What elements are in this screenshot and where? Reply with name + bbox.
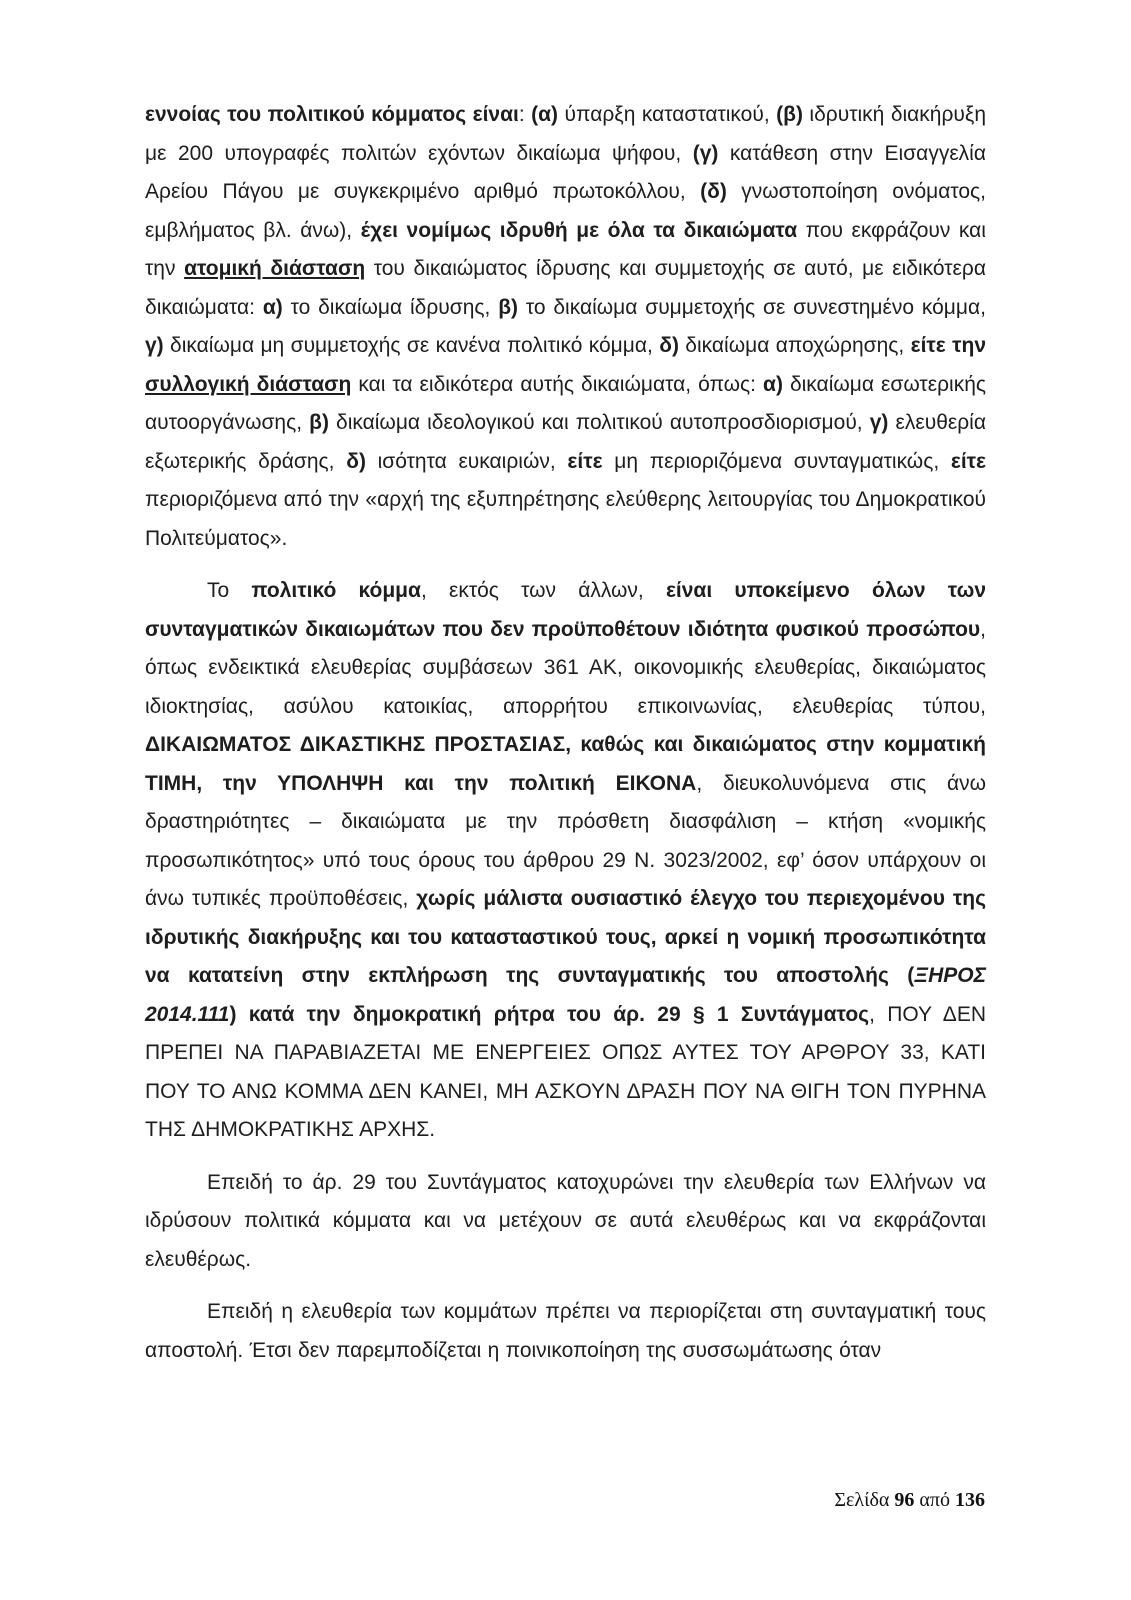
text-run: : [518,103,532,126]
text-run: ελευθερία εξωτερικής δράσης, [145,411,986,473]
text-run: ατομική διάσταση [184,257,366,280]
text-run: περιοριζόμενα από την «αρχή της εξυπηρέτησης ελεύθερης λειτουργίας του Δημοκρατικού Πολιτεύματος». [145,488,986,550]
footer-page-number: 96 [894,1489,915,1511]
text-run: χωρίς μάλιστα ουσιαστικό έλεγχο του περιεχομένου της ιδρυτικής διακήρυξης και του κατασταστικού τους, αρκεί η νομική προσωπικότητα να κατατείνη στην εκπλήρωση της συνταγματικής του αποστολής ( [145,887,986,987]
text-run: έχει νομίμως ιδρυθή με όλα τα δικαιώματα [360,218,798,242]
text-run: γ) [145,334,164,357]
text-run: Επειδή η ελευθερία των κομμάτων πρέπει να περιορίζεται στη συνταγματική τους αποστολή. Έτσι δεν παρεμποδίζεται η ποινικοποίηση της συσσωμάτωσης όταν [145,1300,986,1362]
text-run: α) [763,372,783,396]
text-run: β) [309,411,329,434]
paragraph [145,572,986,1150]
page-footer [834,1489,985,1512]
text-run: (β) [776,103,803,126]
text-run: (δ) [700,180,727,203]
text-run: που εκφράζουν και την [145,218,986,280]
text-run: συλλογική διάσταση [145,372,352,396]
text-run: ιδρυτική διακήρυξη με 200 υπογραφές πολιτών εχόντων δικαίωμα ψήφου, [145,103,986,165]
text-run: , ΠΟΥ ΔΕΝ ΠΡΕΠΕΙ ΝΑ ΠΑΡΑΒΙΑΖΕΤΑΙ ΜΕ ΕΝΕΡΓΕΙΕΣ ΟΠΩΣ ΑΥΤΕΣ ΤΟΥ ΑΡΘΡΟΥ 33, ΚΑΤΙ ΠΟΥ ΤΟ ΑΝΩ ΚΟΜΜΑ ΔΕΝ ΚΑΝΕΙ, ΜΗ ΑΣΚΟΥΝ ΔΡΑΣΗ ΠΟΥ ΝΑ ΘΙΓΗ ΤΟΝ ΠΥΡΗΝΑ ΤΗΣ ΔΗΜΟΚΡΑΤΙΚΗΣ ΑΡΧΗΣ. [145,1002,986,1141]
text-run: , διευκολυνόμενα στις άνω δραστηριότητες – δικαιώματα με την πρόσθετη διασφάλιση – κτήση «νομικής προσωπικότητος» υπό τους όρους του άρθρου 29 Ν. 3023/2002, εφ’ όσον υπάρχουν οι άνω τυπικές προϋποθέσεις, [145,771,987,910]
text-run: δ) [346,449,366,473]
text-run: , όπως ενδεικτικά ελευθερίας συμβάσεων 361 ΑΚ, οικονομικής ελευθερίας, δικαιώματος ιδιοκτησίας, ασύλου κατοικίας, απορρήτου επικοινωνίας, ελευθερίας τύπου, [145,617,986,718]
paragraph [145,1293,986,1370]
text-run: δικαίωμα αποχώρησης, [678,334,911,357]
footer-page-label: Σελίδα [834,1489,895,1511]
text-run: ) κατά την δημοκρατική ρήτρα του άρ. 29 § 1 Συντάγματος [229,1002,870,1026]
text-run: δικαίωμα ιδεολογικού και πολιτικού αυτοπροσδιορισμού, [328,411,870,434]
text-run: είτε [950,449,986,473]
text-run: το δικαίωμα ίδρυσης, [282,295,499,319]
document-body [145,96,986,1384]
text-run: β) [498,295,519,319]
text-run: δικαίωμα μη συμμετοχής σε κανένα πολιτικό κόμμα, [163,334,660,357]
text-run: ΔΙΚΑΙΩΜΑΤΟΣ ΔΙΚΑΣΤΙΚΗΣ ΠΡΟΣΤΑΣΙΑΣ, καθώς και δικαιώματος στην κομματική ΤΙΜΗ, την ΥΠΟΛΗΨΗ και την πολιτική ΕΙΚΟΝΑ [145,733,986,795]
text-run: ΞΗΡΟΣ 2014.111 [145,964,986,1026]
text-run: μη περιοριζόμενα συνταγματικώς, [602,449,951,473]
text-run: γνωστοποίηση ονόματος, εμβλήματος βλ. άνω), [145,180,986,242]
text-run: είτε την [910,334,986,357]
text-run: κατάθεση στην Εισαγγελία Αρείου Πάγου με συγκεκριμένο αριθμό πρωτοκόλλου, [145,141,986,203]
text-run: και τα ειδικότερα αυτής δικαιώματα, όπως: [351,372,764,396]
text-run: γ) [869,411,889,434]
text-run: α) [262,295,283,319]
text-run: δικαίωμα εσωτερικής αυτοοργάνωσης, [145,372,986,434]
footer-total-pages: 136 [955,1489,985,1511]
text-run: ισότητα ευκαιριών, [365,449,568,473]
text-run: ύπαρξη καταστατικού, [558,103,777,126]
text-run: εννοίας του πολιτικού κόμματος είναι [145,103,519,126]
text-run: είναι υποκείμενο όλων των συνταγματικών δικαιωμάτων που δεν προϋποθέτουν ιδιότητα φυσικού προσώπου [145,579,987,641]
footer-of-label: από [914,1489,955,1511]
text-run: , εκτός των άλλων, [420,579,666,602]
text-run: δ) [659,334,679,357]
paragraph [145,1164,986,1280]
text-run: (α) [531,103,559,126]
text-run: Το [207,579,252,602]
text-run: το δικαίωμα συμμετοχής σε συνεστημένο κόμμα, [518,295,986,319]
text-run: (γ) [692,141,719,165]
text-run: του δικαιώματος ίδρυσης και συμμετοχής σε αυτό, με ειδικότερα δικαιώματα: [145,257,986,319]
text-run: πολιτικό κόμμα [251,579,421,602]
text-run: Επειδή το άρ. 29 του Συντάγματος κατοχυρώνει την ελευθερία των Ελλήνων να ιδρύσουν πολιτικά κόμματα και να μετέχουν σε αυτά ελευθέρως και να εκφράζονται ελευθέρως. [145,1170,986,1271]
text-run: είτε [567,449,603,473]
paragraph [145,96,986,558]
